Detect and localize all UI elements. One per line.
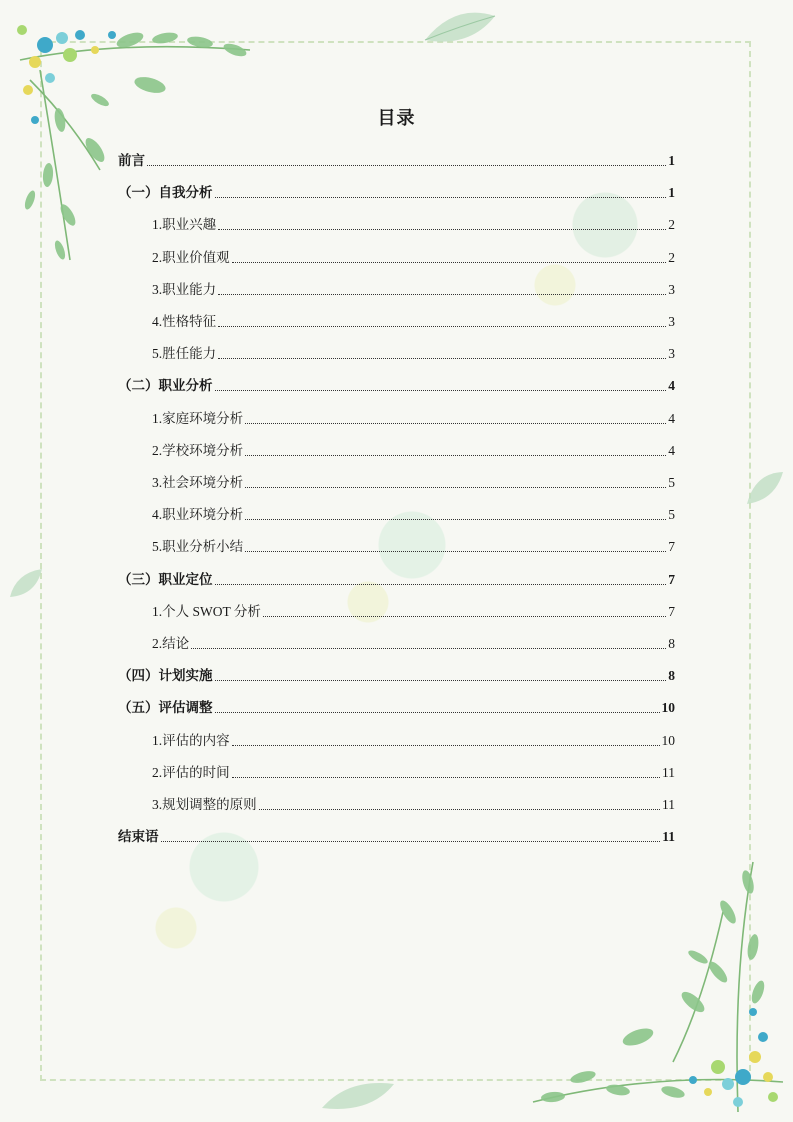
toc-entry-label: 1.评估的内容 bbox=[152, 732, 230, 748]
toc-entry[interactable] bbox=[118, 664, 675, 684]
toc-entry[interactable] bbox=[152, 407, 675, 427]
toc-entry-label: （三）职业定位 bbox=[118, 571, 213, 587]
toc-entry[interactable] bbox=[152, 246, 675, 266]
toc-dot-leader bbox=[245, 519, 666, 520]
toc-entry-label: 3.规划调整的原则 bbox=[152, 797, 257, 812]
leaf-bottom-icon bbox=[318, 1078, 398, 1114]
toc-entry-page: 1 bbox=[668, 153, 675, 168]
toc-entry-page: 4 bbox=[668, 442, 675, 458]
toc-entry[interactable] bbox=[152, 439, 675, 459]
toc-entry[interactable] bbox=[152, 729, 675, 749]
toc-entry-label: 1.个人 SWOT 分析 bbox=[152, 603, 261, 619]
toc-entry[interactable] bbox=[118, 825, 675, 845]
toc-entry-label: （一）自我分析 bbox=[118, 185, 213, 201]
toc-entry-page: 11 bbox=[662, 829, 675, 845]
toc-entry[interactable] bbox=[152, 471, 675, 491]
toc-entry-label: （二）职业分析 bbox=[118, 378, 213, 394]
toc-entry[interactable] bbox=[152, 278, 675, 298]
toc-entry-label: 前言 bbox=[118, 153, 145, 168]
toc-entry-label: 2.评估的时间 bbox=[152, 764, 230, 780]
toc-entry-label: 2.结论 bbox=[152, 636, 190, 651]
toc-dot-leader bbox=[245, 487, 666, 488]
toc-entry[interactable] bbox=[152, 600, 675, 620]
toc-dot-leader bbox=[215, 712, 660, 713]
toc-entry-page: 10 bbox=[661, 732, 675, 748]
toc-entry-page: 2 bbox=[668, 217, 675, 233]
toc-dot-leader bbox=[232, 777, 660, 778]
leaf-left-icon bbox=[8, 565, 44, 601]
toc-entry[interactable] bbox=[152, 761, 675, 781]
toc-entry[interactable] bbox=[152, 535, 675, 555]
toc-entry-page: 3 bbox=[668, 314, 675, 329]
toc-entry-label: 1.家庭环境分析 bbox=[152, 410, 244, 426]
toc-entry-page: 8 bbox=[668, 668, 675, 684]
toc-entry-page: 7 bbox=[668, 603, 675, 619]
toc-entry[interactable] bbox=[118, 374, 675, 394]
toc-dot-leader bbox=[218, 229, 666, 230]
toc-entry-label: （五）评估调整 bbox=[118, 700, 213, 716]
toc-entry[interactable] bbox=[152, 213, 675, 233]
toc-entry[interactable] bbox=[118, 149, 675, 169]
toc-dot-leader bbox=[245, 423, 666, 424]
toc-dot-leader bbox=[218, 358, 666, 359]
toc-entry[interactable] bbox=[152, 503, 675, 523]
toc-dot-leader bbox=[245, 551, 666, 552]
toc-dot-leader bbox=[215, 197, 667, 198]
toc-entry-page: 2 bbox=[668, 249, 675, 265]
toc-entry-label: 5.胜任能力 bbox=[152, 346, 217, 362]
toc-entry-label: 4.性格特征 bbox=[152, 314, 217, 329]
toc-entry-label: 2.学校环境分析 bbox=[152, 442, 244, 458]
floral-corner-bottom-right-icon bbox=[523, 852, 793, 1122]
toc-entry[interactable] bbox=[118, 696, 675, 716]
toc-entry-page: 3 bbox=[668, 346, 675, 362]
toc-dot-leader bbox=[263, 616, 666, 617]
toc-entry-label: 2.职业价值观 bbox=[152, 249, 230, 265]
toc-entry-label: 3.职业能力 bbox=[152, 281, 217, 297]
toc-entry-label: 结束语 bbox=[118, 829, 159, 845]
toc-entry-label: 1.职业兴趣 bbox=[152, 217, 217, 233]
toc-entry[interactable] bbox=[118, 568, 675, 588]
toc-entry-page: 5 bbox=[668, 475, 675, 490]
toc-entry[interactable] bbox=[152, 793, 675, 813]
toc-entry-page: 10 bbox=[661, 700, 675, 716]
toc-entry[interactable] bbox=[152, 342, 675, 362]
toc-entry[interactable] bbox=[118, 181, 675, 201]
toc-entry-page: 1 bbox=[668, 185, 675, 201]
toc-entry-page: 7 bbox=[668, 539, 675, 555]
toc-entry-page: 8 bbox=[668, 636, 675, 651]
toc-dot-leader bbox=[215, 390, 667, 391]
toc-dot-leader bbox=[161, 841, 661, 842]
toc-entry-label: 3.社会环境分析 bbox=[152, 475, 244, 490]
toc-entry-page: 11 bbox=[662, 764, 675, 780]
toc-entry-page: 7 bbox=[668, 571, 675, 587]
toc-title: 目录 bbox=[377, 108, 416, 128]
toc-entry[interactable] bbox=[152, 310, 675, 330]
toc-dot-leader bbox=[215, 584, 667, 585]
toc-dot-leader bbox=[191, 648, 666, 649]
toc-dot-leader bbox=[218, 326, 666, 327]
toc-entry-page: 11 bbox=[662, 797, 675, 812]
toc-dot-leader bbox=[245, 455, 666, 456]
toc-dot-leader bbox=[259, 809, 660, 810]
toc-entry-label: 5.职业分析小结 bbox=[152, 539, 244, 555]
toc-entry[interactable] bbox=[152, 632, 675, 652]
leaf-right-icon bbox=[745, 468, 785, 508]
toc-dot-leader bbox=[232, 262, 667, 263]
toc-entry-label: 4.职业环境分析 bbox=[152, 507, 244, 523]
toc-entry-page: 4 bbox=[668, 378, 675, 394]
toc-dot-leader bbox=[232, 745, 660, 746]
toc-entry-page: 5 bbox=[668, 507, 675, 523]
toc-entry-page: 3 bbox=[668, 281, 675, 297]
toc-dot-leader bbox=[147, 165, 666, 166]
toc-dot-leader bbox=[218, 294, 666, 295]
leaf-top-icon bbox=[420, 8, 500, 48]
toc-entry-label: （四）计划实施 bbox=[118, 668, 213, 684]
toc-entry-page: 4 bbox=[668, 410, 675, 426]
toc-dot-leader bbox=[215, 680, 667, 681]
